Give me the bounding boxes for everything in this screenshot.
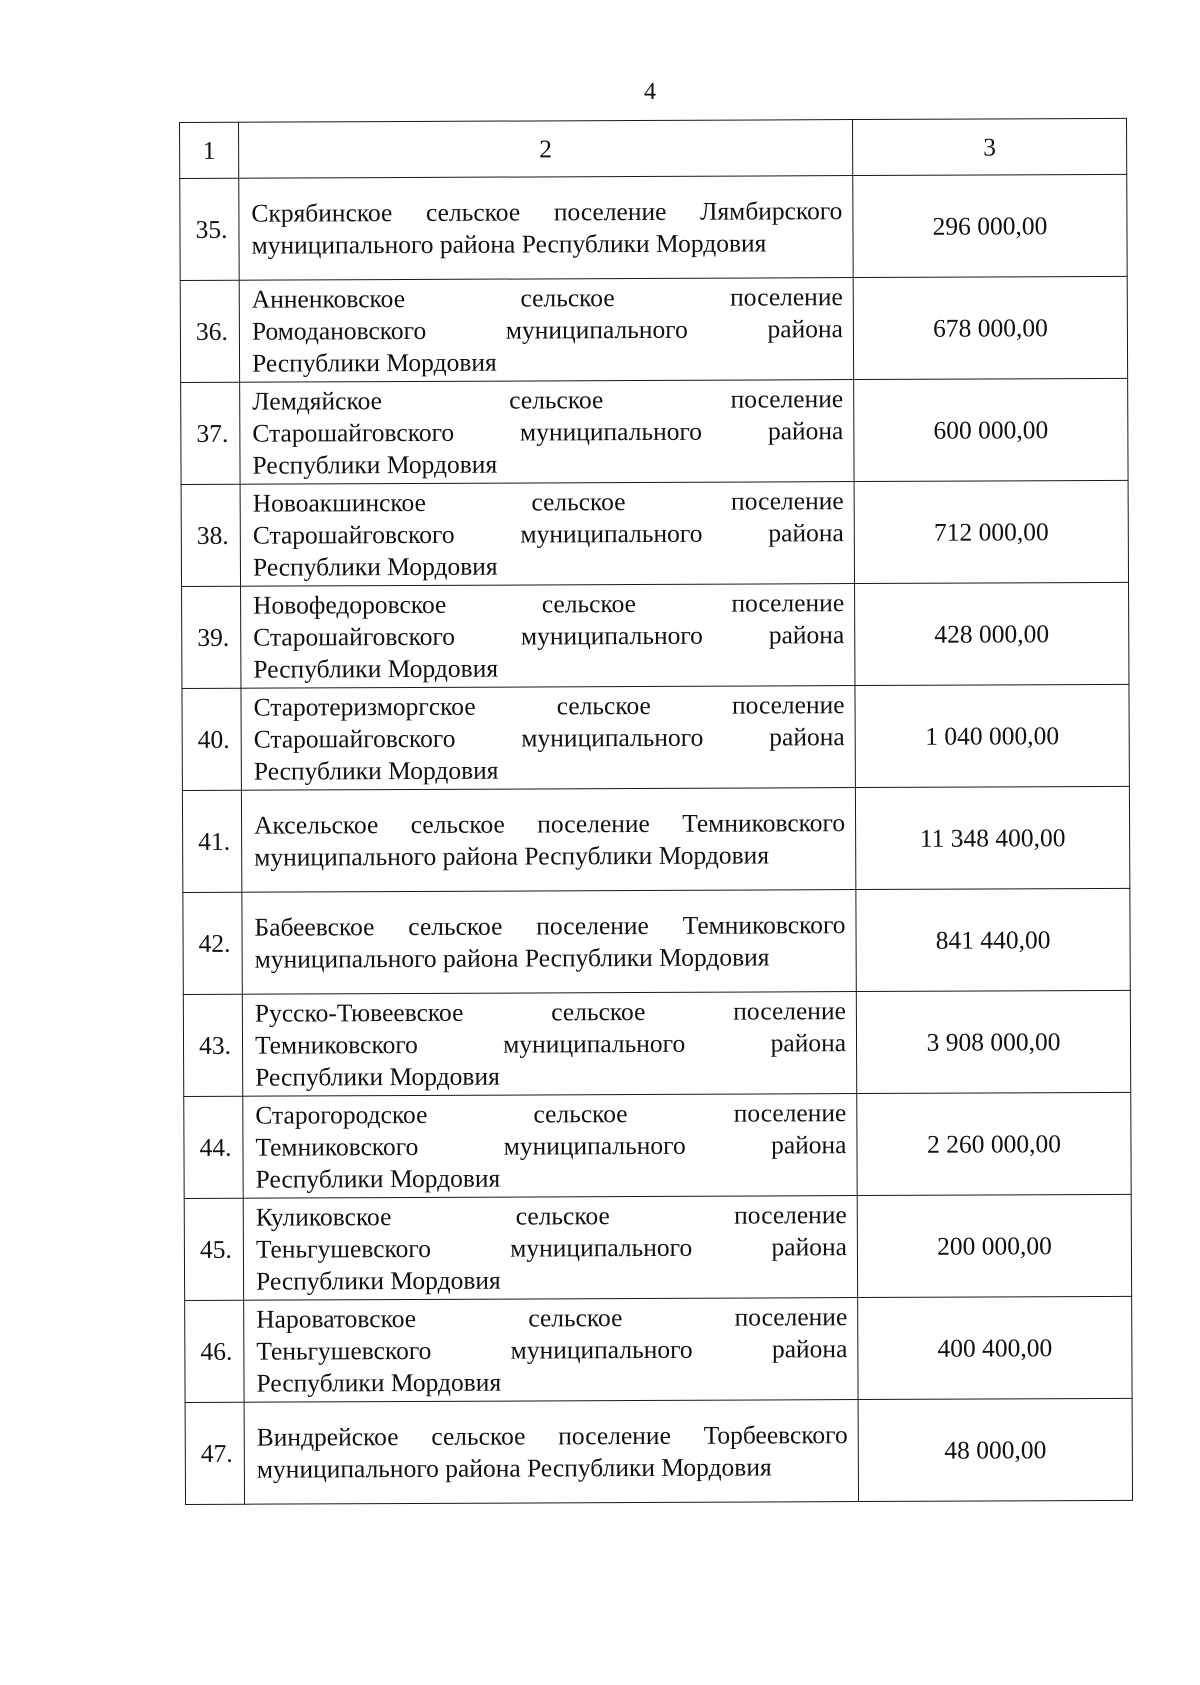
- amount: 11 348 400,00: [855, 786, 1129, 889]
- table-body: [180, 118, 1133, 1504]
- row-number: 42.: [183, 892, 242, 994]
- table-row: [181, 378, 1128, 484]
- settlement-name-line: Лемдяйское сельское поселение: [252, 383, 844, 416]
- settlement-name-line: Республики Мордовия: [256, 1367, 502, 1398]
- row-number: 46.: [185, 1300, 244, 1402]
- amount: 400 400,00: [858, 1296, 1132, 1399]
- settlement-name-line: Старошайговского муниципального района: [252, 415, 844, 448]
- settlement-name-line: Русско-Тювеевское сельское поселение: [254, 995, 846, 1028]
- settlement-name-line: Республики Мордовия: [255, 1163, 501, 1194]
- settlement-name: [241, 788, 855, 893]
- table-row: [185, 1296, 1132, 1402]
- amount: 712 000,00: [854, 480, 1128, 583]
- table-header-row: [180, 118, 1127, 178]
- row-number: 40.: [182, 688, 241, 790]
- amount: 428 000,00: [855, 582, 1129, 685]
- settlement-name-line: Республики Мордовия: [251, 347, 497, 378]
- row-number: 37.: [181, 382, 240, 484]
- settlement-name-line: Республики Мордовия: [252, 449, 498, 480]
- row-number: 41.: [182, 790, 241, 892]
- settlement-name-line: муниципального района Республики Мордовия: [251, 227, 767, 260]
- settlement-name: [242, 890, 856, 995]
- amount: 48 000,00: [858, 1398, 1132, 1501]
- row-number: 39.: [182, 586, 241, 688]
- row-number: 45.: [184, 1198, 243, 1300]
- settlement-name-line: Виндрейское сельское поселение Торбеевского: [256, 1419, 848, 1452]
- settlement-name-line: Старотеризморгское сельское поселение: [253, 689, 845, 722]
- settlement-name: [243, 1196, 857, 1301]
- settlement-name: [239, 278, 853, 383]
- table-row: [180, 174, 1127, 280]
- settlement-name: [244, 1400, 858, 1505]
- settlement-name-line: Старошайговского муниципального района: [253, 721, 845, 754]
- table-row: [182, 684, 1129, 790]
- settlement-name-line: муниципального района Республики Мордовия: [254, 839, 770, 872]
- settlement-name: [240, 380, 854, 485]
- settlement-name-line: Нароватовское сельское поселение: [256, 1301, 848, 1334]
- amount: 200 000,00: [857, 1194, 1131, 1297]
- settlement-name-line: Республики Мордовия: [255, 1265, 501, 1296]
- settlement-name-line: Новофедоровское сельское поселение: [253, 587, 845, 620]
- row-number: 35.: [180, 178, 239, 280]
- settlement-name-line: Республики Мордовия: [253, 755, 499, 786]
- settlement-name-line: Бабеевское сельское поселение Темниковского: [254, 909, 846, 942]
- amount: 841 440,00: [856, 888, 1130, 991]
- page-number: 4: [644, 79, 656, 105]
- row-number: 36.: [180, 280, 239, 382]
- amount: 2 260 000,00: [857, 1092, 1131, 1195]
- settlement-name-line: муниципального района Республики Мордовия: [254, 941, 770, 974]
- settlement-name-line: Старогородское сельское поселение: [255, 1097, 847, 1130]
- settlement-name-line: Темниковского муниципального района: [254, 1027, 847, 1060]
- settlement-name-line: Ромодановского муниципального района: [251, 313, 843, 346]
- row-number: 43.: [183, 994, 242, 1096]
- amount: 600 000,00: [854, 378, 1128, 481]
- settlement-name-line: Старошайговского муниципального района: [252, 517, 844, 550]
- settlement-name-line: Теньгушевского муниципального района: [256, 1333, 848, 1366]
- settlement-name-line: Республики Мордовия: [255, 1061, 500, 1092]
- column-header-3: 3: [852, 118, 1126, 175]
- settlement-name-line: Республики Мордовия: [252, 551, 498, 582]
- table-row: [184, 1092, 1131, 1198]
- amount: 678 000,00: [853, 276, 1127, 379]
- settlement-name: [242, 992, 856, 1097]
- table-row: [183, 888, 1130, 994]
- settlement-name-line: Республики Мордовия: [253, 653, 499, 684]
- row-number: 47.: [185, 1402, 244, 1504]
- table-row: [184, 1194, 1131, 1300]
- settlement-name: [241, 686, 855, 791]
- settlement-name-line: Анненковское сельское поселение: [251, 281, 843, 314]
- amount: 3 908 000,00: [856, 990, 1130, 1093]
- row-number: 44.: [184, 1096, 243, 1198]
- settlement-name: [240, 482, 854, 587]
- row-number: 38.: [181, 484, 240, 586]
- table-row: [180, 276, 1127, 382]
- settlement-name-line: Теньгушевского муниципального района: [255, 1231, 847, 1264]
- settlement-name-line: Скрябинское сельское поселение Лямбирского: [251, 195, 843, 228]
- settlement-name-line: Старошайговского муниципального района: [253, 619, 845, 652]
- amount: 1 040 000,00: [855, 684, 1129, 787]
- settlement-name-line: Аксельское сельское поселение Темниковского: [254, 807, 846, 840]
- settlement-name: [243, 1094, 857, 1199]
- settlement-name-line: Темниковского муниципального района: [255, 1129, 847, 1162]
- settlement-name-line: муниципального района Республики Мордовия: [256, 1451, 772, 1484]
- settlement-name-line: Новоакшинское сельское поселение: [252, 485, 844, 518]
- settlement-name-line: Куликовское сельское поселение: [255, 1199, 847, 1232]
- table-row: [185, 1398, 1132, 1504]
- settlement-name: [239, 176, 853, 281]
- settlement-name: [241, 584, 855, 689]
- column-header-1: 1: [180, 122, 239, 178]
- settlement-name: [244, 1298, 858, 1403]
- column-header-2: 2: [239, 120, 853, 179]
- allocation-table: [179, 118, 1133, 1505]
- table-row: [182, 582, 1129, 688]
- table-row: [182, 786, 1129, 892]
- amount: 296 000,00: [853, 174, 1127, 277]
- table-row: [181, 480, 1128, 586]
- table-row: [183, 990, 1130, 1096]
